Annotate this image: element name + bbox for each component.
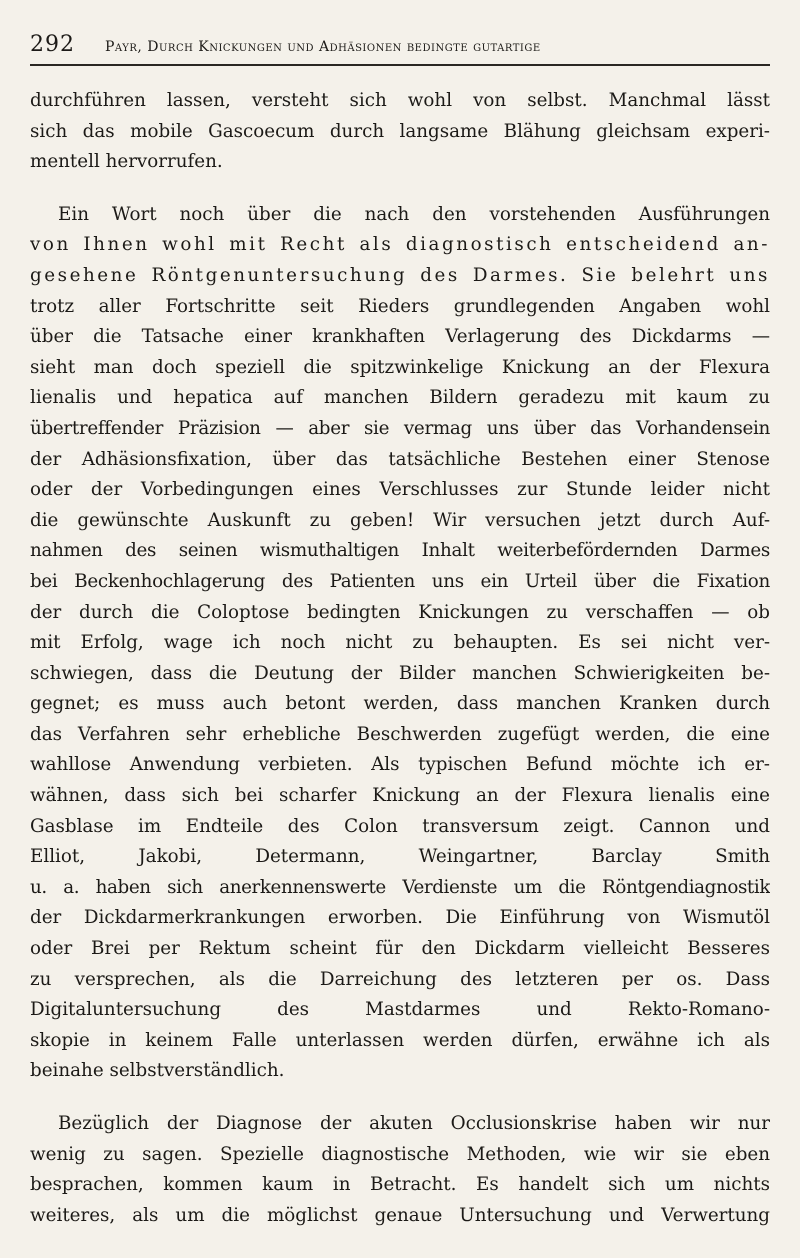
text-line: sieht man doch speziell die spitzwinkelige Knickung an der Flexura [30, 356, 770, 378]
page-header [30, 32, 770, 57]
text-line: zu versprechen, als die Darreichung des letzteren per os. Dass [30, 968, 770, 990]
text-line: durchführen lassen, versteht sich wohl von selbst. Manchmal lässt [30, 90, 770, 111]
text-line: Ein Wort noch über die nach den vorstehenden Ausführungen [58, 203, 770, 225]
text-line: wenig zu sagen. Spezielle diagnostische Methoden, wie wir sie eben [30, 1143, 770, 1165]
paragraph [30, 200, 770, 1087]
text-line: Bezüglich der Diagnose der akuten Occlusionskrise haben wir nur [58, 1113, 770, 1134]
text-line: weiteres, als um die möglichst genaue Untersuchung und Verwertung [30, 1204, 770, 1226]
paragraph-gap [30, 178, 770, 200]
text-line: oder Brei per Rektum scheint für den Dickdarm vielleicht Besseres [30, 938, 770, 960]
page-number: 292 [30, 32, 75, 57]
header-rule [30, 64, 770, 66]
text-line: mentell hervorrufen. [30, 151, 223, 173]
text-line: beinahe selbstverständlich. [30, 1060, 285, 1082]
text-line: der Adhäsionsfixation, über das tatsächliche Bestehen einer Stenose [30, 448, 770, 470]
text-line: oder der Vorbedingungen eines Verschlusses zur Stunde leider nicht [30, 479, 770, 501]
running-head: Payr, Durch Knickungen und Adhäsionen bedingte gutartige [105, 39, 541, 55]
text-line: bei Beckenhochlagerung des Patienten uns ein Urteil über die Fixation [30, 570, 770, 592]
text-line: besprachen, kommen kaum in Betracht. Es handelt sich um nichts [30, 1174, 770, 1196]
text-line: das Verfahren sehr erhebliche Beschwerden zugefügt werden, die eine [30, 723, 770, 745]
text-line: Elliot, Jakobi, Determann, Weingartner, Barclay Smith [30, 846, 770, 868]
text-line: trotz aller Fortschritte seit Rieders grundlegenden Angaben wohl [30, 295, 770, 317]
text-line: mit Erfolg, wage ich noch nicht zu behaupten. Es sei nicht ver- [30, 632, 770, 654]
text-line: lienalis und hepatica auf manchen Bildern geradezu mit kaum zu [30, 387, 770, 409]
text-line: nahmen des seinen wismuthaltigen Inhalt weiterbefördernden Darmes [30, 540, 770, 562]
text-line: gegnet; es muss auch betont werden, dass manchen Kranken durch [30, 693, 770, 715]
text-line: übertreffender Präzision — aber sie vermag uns über das Vorhandensein [30, 417, 770, 439]
text-line: wahllose Anwendung verbieten. Als typischen Befund möchte ich er- [30, 754, 770, 776]
paragraph-gap [30, 1087, 770, 1109]
text-line: gesehene Röntgenuntersuchung des Darmes. Sie belehrt uns [30, 264, 770, 286]
text-line: skopie in keinem Falle unterlassen werden dürfen, erwähne ich als [30, 1029, 770, 1051]
text-line: der durch die Coloptose bedingten Knickungen zu verschaffen — ob [30, 601, 770, 623]
text-line: von Ihnen wohl mit Recht als diagnostisch entscheidend an- [30, 234, 770, 256]
text-line: Digitaluntersuchung des Mastdarmes und Rekto-Romano- [30, 999, 770, 1021]
paragraph [30, 1109, 770, 1231]
text-line: schwiegen, dass die Deutung der Bilder manchen Schwierigkeiten be- [30, 662, 770, 684]
text-line: über die Tatsache einer krankhaften Verlagerung des Dickdarms — [30, 326, 770, 348]
text-line: die gewünschte Auskunft zu geben! Wir versuchen jetzt durch Auf- [30, 509, 770, 531]
text-line: Gasblase im Endteile des Colon transversum zeigt. Cannon und [30, 815, 770, 837]
text-line: u. a. haben sich anerkennenswerte Verdienste um die Röntgendiagnostik [30, 876, 770, 898]
text-line: sich das mobile Gascoecum durch langsame Blähung gleichsam experi- [30, 120, 770, 142]
body-text [30, 86, 770, 1231]
text-line: wähnen, dass sich bei scharfer Knickung an der Flexura lienalis eine [30, 785, 770, 807]
paragraph [30, 86, 770, 178]
text-line: der Dickdarmerkrankungen erworben. Die Einführung von Wismutöl [30, 907, 770, 929]
